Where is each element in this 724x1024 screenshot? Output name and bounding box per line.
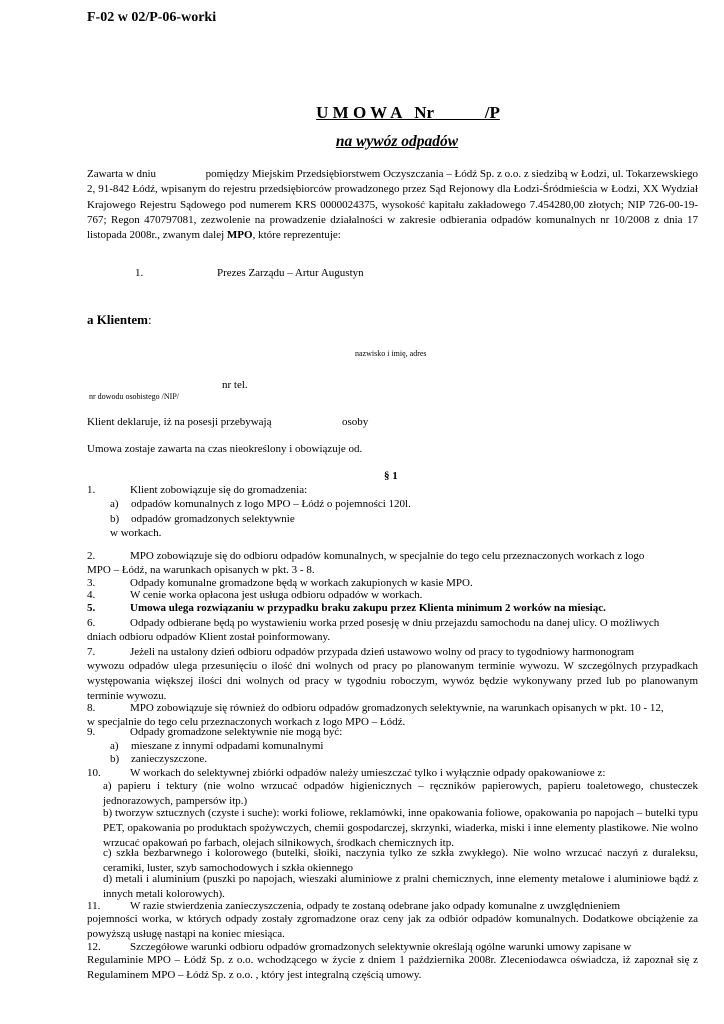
point-8-number: 8.	[87, 702, 96, 714]
point-6	[87, 616, 698, 631]
point-2-text: MPO zobowiązuje się do odbioru odpadów komunalnych, w specjalnie do tego celu przeznaczonych workach z logo	[130, 550, 645, 562]
point-1b-text: odpadów gromadzonych selektywnie	[131, 513, 295, 525]
point-7	[87, 645, 698, 660]
intro-paragraph	[87, 167, 701, 243]
point-2-cont: MPO – Łódź, na warunkach opisanych w pkt. 3 - 8.	[87, 564, 315, 576]
name-address-label: nazwisko i imię, adres	[355, 349, 427, 358]
point-9a-text: mieszane z innymi odpadami komunalnymi	[131, 740, 324, 752]
point-3-number: 3.	[87, 577, 96, 589]
point-8	[87, 701, 698, 716]
term-text: Umowa zostaje zawarta na czas nieokreślony i obowiązuje od.	[87, 443, 363, 455]
point-12-number: 12.	[87, 941, 101, 953]
point-9-number: 9.	[87, 726, 96, 738]
id-label: nr dowodu osobistego /NIP/	[89, 392, 179, 401]
phone-label: nr tel.	[222, 379, 248, 391]
point-10b: b) tworzyw sztucznych (czyste i suche): worki foliowe, reklamówki, inne opakowania foliowe, opakowania po napojach – butelki typu PET, opakowania po produktach spożywczych, chemii gospodarczej, skrzynki, wiaderka, miski i inne elementy plastikowe. Nie wolno wrzucać opakowań po farbach, olejach silnikowych, środkach chemicznych itp.	[103, 807, 698, 849]
point-1a-text: odpadów komunalnych z logo MPO – Łódź o pojemności 120l.	[131, 498, 411, 510]
client-heading-colon: :	[148, 312, 152, 327]
residents-suffix: osoby	[342, 416, 369, 428]
contract-number-title: U M O W A Nr /P	[316, 103, 500, 122]
point-9-text: Odpady gromadzone selektywnie nie mogą być:	[130, 726, 343, 738]
document-title	[0, 103, 724, 123]
intro-after: , które reprezentuje:	[252, 229, 341, 242]
point-9b-number: b)	[110, 753, 120, 765]
form-code: F-02 w 02/P-06-worki	[87, 10, 217, 25]
point-5	[87, 601, 698, 616]
point-6-text: Odpady odbierane będą po wystawieniu worka przed posesję w dniu przejazdu samochodu na danej ulicy. O możliwych	[130, 617, 660, 629]
point-3-text: Odpady komunalne gromadzone będą w workach zakupionych w kasie MPO.	[130, 577, 473, 589]
residents-text: Klient deklaruje, iż na posesji przebywają	[87, 416, 272, 428]
point-8-cont: w specjalnie do tego celu przeznaczonych workach z logo MPO – Łódź.	[87, 716, 406, 728]
client-heading	[87, 312, 152, 328]
point-10a: a) papieru i tektury (nie wolno wrzucać odpadów higienicznych – ręczników papierowych, papieru toaletowego, chusteczek jednorazowych, pampersów itp.)	[103, 780, 698, 807]
point-9	[87, 725, 698, 740]
point-9a-number: a)	[110, 740, 119, 752]
representative-number: 1.	[135, 267, 144, 279]
point-5-number: 5.	[87, 602, 96, 614]
representative-name: Prezes Zarządu – Artur Augustyn	[217, 267, 364, 279]
point-9b-text: zanieczyszczone.	[131, 753, 208, 765]
point-12-cont: Regulaminie MPO – Łódź Sp. z o.o. wchodzącego w życie z dniem 1 października 2008r. Zleceniodawca oświadcza, iż zapoznał się z Regulaminem MPO – Łódź Sp. z o.o. , który jest integralną częścią umowy.	[87, 954, 698, 981]
point-1a-number: a)	[110, 498, 119, 510]
point-10d: d) metali i aluminium (puszki po napojach, wieszaki aluminiowe z pralni chemicznych, inne elementy metalowe i aluminiowe bądź z innych metali kolorowych).	[103, 873, 698, 900]
point-6-number: 6.	[87, 617, 96, 629]
point-7-cont: wywozu odpadów ulega przesunięciu o ilość dni wolnych od pracy po planowanym terminie wywozu. W szczególnych przypadkach występowania większej ilości dni wolnych od pracy w tygodniu roboczym, wywóz będzie wykonywany przed lub po planowanym terminie wywozu.	[87, 660, 698, 702]
point-1-number: 1.	[87, 484, 96, 496]
point-1-text: Klient zobowiązuje się do gromadzenia:	[130, 484, 308, 496]
point-11-text: W razie stwierdzenia zanieczyszczenia, odpady te zostaną odebrane jako odpady komunalne z uwzględnieniem	[130, 900, 620, 912]
point-12-text: Szczegółowe warunki odbioru odpadów gromadzonych selektywnie określają ogólne warunki umowy zapisane w	[130, 941, 632, 953]
point-1b-number: b)	[110, 513, 120, 525]
point-2	[87, 549, 698, 564]
point-2-number: 2.	[87, 550, 96, 562]
point-1	[87, 483, 698, 498]
point-1c-text: w workach.	[110, 527, 162, 539]
point-7-number: 7.	[87, 646, 96, 658]
document-subtitle: na wywóz odpadów	[335, 133, 459, 150]
point-7-text: Jeżeli na ustalony dzień odbioru odpadów przypada dzień ustawowo wolny od pracy to tygodniowy harmonogram	[130, 646, 635, 658]
point-5-text: Umowa ulega rozwiązaniu w przypadku braku zakupu przez Klienta minimum 2 worków na miesiąc.	[130, 602, 606, 614]
point-6-cont: dniach odbioru odpadów Klient został poinformowany.	[87, 631, 331, 643]
section-heading: § 1	[384, 470, 398, 482]
point-11-number: 11.	[87, 900, 101, 912]
point-10c: c) szkła bezbarwnego i kolorowego (butelki, słoiki, naczynia tylko ze szkła zwykłego). Nie wolno wrzucać naczyń z duraleksu, ceramiki, luster, szyb samochodowych i szkła okiennego	[103, 847, 698, 874]
point-10-text: W workach do selektywnej zbiórki odpadów należy umieszczać tylko i wyłącznie odpady opakowaniowe z:	[130, 767, 606, 779]
client-heading-bold: a Klientem	[87, 312, 149, 327]
point-11-cont: pojemności worka, w których odpady zostały zgromadzone oraz ceny jak za odbiór odpadów komunalnych. Dodatkowe obciążenie za powyższą usługę nastąpi na koniec miesiąca.	[87, 913, 698, 940]
point-8-text: MPO zobowiązuje się również do odbioru odpadów gromadzonych selektywnie, na warunkach opisanych w pkt. 10 - 12,	[130, 702, 664, 714]
mpo-bold: MPO	[226, 229, 253, 242]
point-4-number: 4.	[87, 589, 96, 601]
point-10-number: 10.	[87, 767, 101, 779]
point-4-text: W cenie worka opłacona jest usługa odbioru odpadów w workach.	[130, 589, 423, 601]
intro-text: Zawarta w dniu pomiędzy Miejskim Przedsiębiorstwem Oczyszczania – Łódź Sp. z o.o. z siedzibą w Łodzi, ul. Tokarzewskiego 2, 91-842 Łódź, wpisanym do rejestru przedsiębiorców prowadzonego przez Sąd Rejonowy dla Łodzi-Śródmieścia w Łodzi, XX Wydział Krajowego Rejestru Sądowego pod numerem KRS 0000024375, wysokość kapitału zakładowego 7.454280,00 złotych; NIP 726-00-19-767; Regon 470797081, zezwolenie na prowadzenie działalności w zakresie odbierania odpadów komunalnych nr 10/2008 z dnia 17 listopada 2008r., zwanym dalej	[87, 168, 701, 242]
